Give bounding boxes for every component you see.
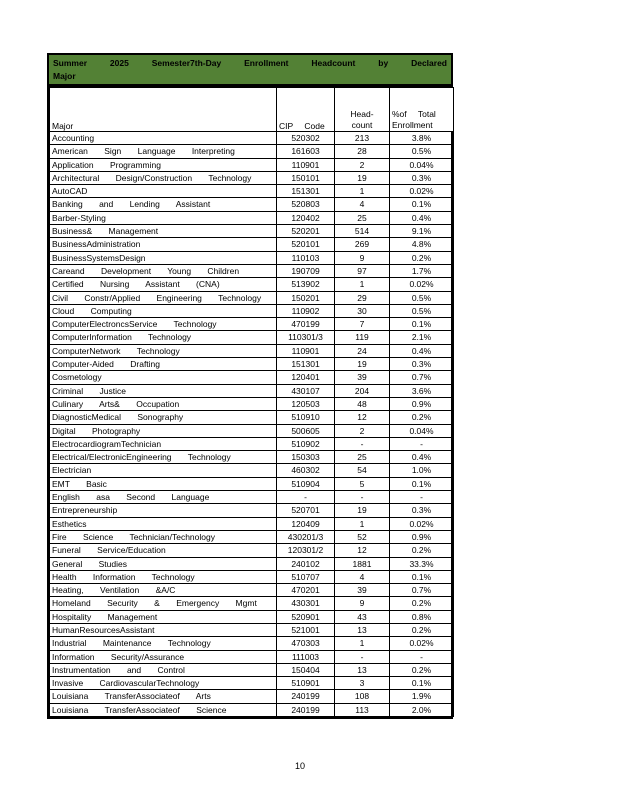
major-cell: Electrician — [50, 464, 277, 477]
report-title-line2: Major — [53, 70, 76, 81]
cip-code-cell: 460302 — [277, 464, 335, 477]
table-row — [50, 530, 454, 543]
headcount-cell: 1 — [335, 185, 390, 198]
cip-code-cell: 110301/3 — [277, 331, 335, 344]
pct-cell: 0.3% — [390, 358, 454, 371]
table-row — [50, 291, 454, 304]
table-row — [50, 517, 454, 530]
cip-code-cell: 470201 — [277, 584, 335, 597]
cip-code-cell: 510901 — [277, 677, 335, 690]
pct-cell: - — [390, 650, 454, 663]
headcount-cell: 24 — [335, 344, 390, 357]
pct-cell: 0.1% — [390, 198, 454, 211]
page-number: 10 — [294, 761, 305, 771]
table-row — [50, 677, 454, 690]
pct-cell: 2.1% — [390, 331, 454, 344]
cip-code-cell: 120409 — [277, 517, 335, 530]
cip-code-cell: 520901 — [277, 610, 335, 623]
table-row — [50, 437, 454, 450]
pct-cell: 3.8% — [390, 132, 454, 145]
pct-cell: 0.4% — [390, 451, 454, 464]
pct-cell: 0.04% — [390, 158, 454, 171]
pct-cell: 9.1% — [390, 225, 454, 238]
table-row — [50, 358, 454, 371]
table-row — [50, 557, 454, 570]
pct-cell: 0.5% — [390, 291, 454, 304]
pct-cell: 0.2% — [390, 663, 454, 676]
table-row — [50, 623, 454, 636]
headcount-cell: 9 — [335, 251, 390, 264]
headcount-cell: 25 — [335, 211, 390, 224]
table-row — [50, 264, 454, 277]
pct-cell: 0.5% — [390, 145, 454, 158]
cip-code-cell: 240199 — [277, 703, 335, 716]
table-row — [50, 198, 454, 211]
cip-code-cell: 510910 — [277, 411, 335, 424]
headcount-cell: - — [335, 650, 390, 663]
headcount-cell: - — [335, 491, 390, 504]
table-row — [50, 610, 454, 623]
headcount-cell: 43 — [335, 610, 390, 623]
headcount-cell: 19 — [335, 504, 390, 517]
pct-cell: 0.2% — [390, 544, 454, 557]
major-cell: Business& Management — [50, 225, 277, 238]
headcount-cell: 5 — [335, 477, 390, 490]
table-header — [50, 88, 454, 132]
cip-code-cell: - — [277, 491, 335, 504]
cip-code-cell: 110901 — [277, 158, 335, 171]
table-row — [50, 225, 454, 238]
pct-cell: 0.02% — [390, 517, 454, 530]
cip-code-cell: 240102 — [277, 557, 335, 570]
major-cell: Funeral Service/Education — [50, 544, 277, 557]
pct-cell: 4.8% — [390, 238, 454, 251]
pct-cell: 3.6% — [390, 384, 454, 397]
headcount-cell: 13 — [335, 623, 390, 636]
table-row — [50, 650, 454, 663]
table-row — [50, 464, 454, 477]
table-row — [50, 584, 454, 597]
cip-code-cell: 150101 — [277, 171, 335, 184]
header-pct-line2: Enrollment — [392, 120, 433, 130]
pct-cell: 0.1% — [390, 318, 454, 331]
major-cell: Architectural Design/Construction Technology — [50, 171, 277, 184]
major-cell: Industrial Maintenance Technology — [50, 637, 277, 650]
pct-cell: 33.3% — [390, 557, 454, 570]
cip-code-cell: 520803 — [277, 198, 335, 211]
cip-code-cell: 430107 — [277, 384, 335, 397]
major-cell: BusinessAdministration — [50, 238, 277, 251]
table-row — [50, 597, 454, 610]
pct-cell: 0.1% — [390, 677, 454, 690]
cip-code-cell: 110901 — [277, 344, 335, 357]
major-cell: Accounting — [50, 132, 277, 145]
major-cell: English asa Second Language — [50, 491, 277, 504]
report-title-banner — [49, 55, 451, 87]
major-cell: Cloud Computing — [50, 304, 277, 317]
major-cell: American Sign Language Interpreting — [50, 145, 277, 158]
major-cell: HumanResourcesAssistant — [50, 623, 277, 636]
headcount-cell: 2 — [335, 424, 390, 437]
major-cell: DiagnosticMedical Sonography — [50, 411, 277, 424]
pct-cell: - — [390, 491, 454, 504]
header-headcount — [335, 88, 390, 132]
headcount-cell: 269 — [335, 238, 390, 251]
headcount-cell: 19 — [335, 171, 390, 184]
cip-code-cell: 111003 — [277, 650, 335, 663]
cip-code-cell: 110103 — [277, 251, 335, 264]
pct-cell: 0.3% — [390, 504, 454, 517]
cip-code-cell: 240199 — [277, 690, 335, 703]
table-row — [50, 504, 454, 517]
major-cell: ComputerNetwork Technology — [50, 344, 277, 357]
enrollment-report — [47, 53, 453, 719]
pct-cell: 0.02% — [390, 637, 454, 650]
major-cell: Criminal Justice — [50, 384, 277, 397]
headcount-cell: 2 — [335, 158, 390, 171]
cip-code-cell: 161603 — [277, 145, 335, 158]
table-row — [50, 145, 454, 158]
major-cell: Louisiana TransferAssociateof Arts — [50, 690, 277, 703]
pct-cell: - — [390, 437, 454, 450]
table-row — [50, 331, 454, 344]
headcount-cell: 28 — [335, 145, 390, 158]
major-cell: Certified Nursing Assistant (CNA) — [50, 278, 277, 291]
headcount-cell: 9 — [335, 597, 390, 610]
table-row — [50, 132, 454, 145]
headcount-cell: 108 — [335, 690, 390, 703]
table-row — [50, 278, 454, 291]
table-row — [50, 411, 454, 424]
table-body — [50, 132, 454, 717]
headcount-cell: 29 — [335, 291, 390, 304]
table-row — [50, 397, 454, 410]
pct-cell: 0.1% — [390, 477, 454, 490]
cip-code-cell: 190709 — [277, 264, 335, 277]
header-pct-line1: %of Total — [392, 109, 436, 119]
cip-code-cell: 151301 — [277, 185, 335, 198]
cip-code-cell: 150201 — [277, 291, 335, 304]
major-cell: BusinessSystemsDesign — [50, 251, 277, 264]
major-cell: Fire Science Technician/Technology — [50, 530, 277, 543]
headcount-cell: 3 — [335, 677, 390, 690]
pct-cell: 0.9% — [390, 397, 454, 410]
major-cell: ElectrocardiogramTechnician — [50, 437, 277, 450]
major-cell: General Studies — [50, 557, 277, 570]
cip-code-cell: 151301 — [277, 358, 335, 371]
table-row — [50, 544, 454, 557]
pct-cell: 1.9% — [390, 690, 454, 703]
headcount-cell: 97 — [335, 264, 390, 277]
table-row — [50, 570, 454, 583]
major-cell: Homeland Security & Emergency Mgmt — [50, 597, 277, 610]
cip-code-cell: 120503 — [277, 397, 335, 410]
cip-code-cell: 430301 — [277, 597, 335, 610]
enrollment-table — [49, 87, 454, 717]
pct-cell: 0.9% — [390, 530, 454, 543]
headcount-cell: 30 — [335, 304, 390, 317]
cip-code-cell: 470199 — [277, 318, 335, 331]
major-cell: Heating, Ventilation &A/C — [50, 584, 277, 597]
header-cip-code: CIP Code — [277, 88, 335, 132]
cip-code-cell: 510902 — [277, 437, 335, 450]
cip-code-cell: 510707 — [277, 570, 335, 583]
pct-cell: 0.2% — [390, 251, 454, 264]
table-row — [50, 384, 454, 397]
major-cell: Esthetics — [50, 517, 277, 530]
headcount-cell: 52 — [335, 530, 390, 543]
headcount-cell: 4 — [335, 198, 390, 211]
major-cell: Digital Photography — [50, 424, 277, 437]
cip-code-cell: 430201/3 — [277, 530, 335, 543]
major-cell: Civil Constr/Applied Engineering Technology — [50, 291, 277, 304]
table-row — [50, 451, 454, 464]
headcount-cell: 1 — [335, 637, 390, 650]
cip-code-cell: 500605 — [277, 424, 335, 437]
cip-code-cell: 520701 — [277, 504, 335, 517]
pct-cell: 0.5% — [390, 304, 454, 317]
major-cell: Barber-Styling — [50, 211, 277, 224]
pct-cell: 0.02% — [390, 185, 454, 198]
major-cell: Health Information Technology — [50, 570, 277, 583]
headcount-cell: 7 — [335, 318, 390, 331]
table-row — [50, 703, 454, 716]
headcount-cell: 39 — [335, 584, 390, 597]
pct-cell: 0.2% — [390, 597, 454, 610]
pct-cell: 0.02% — [390, 278, 454, 291]
cip-code-cell: 521001 — [277, 623, 335, 636]
report-title-line1: Summer 2025 Semester7th-Day Enrollment Headcount by Declared — [53, 58, 447, 68]
headcount-cell: 54 — [335, 464, 390, 477]
header-major: Major — [50, 88, 277, 132]
pct-cell: 0.2% — [390, 411, 454, 424]
major-cell: Instrumentation and Control — [50, 663, 277, 676]
major-cell: Computer-Aided Drafting — [50, 358, 277, 371]
cip-code-cell: 120301/2 — [277, 544, 335, 557]
headcount-cell: 119 — [335, 331, 390, 344]
cip-code-cell: 510904 — [277, 477, 335, 490]
header-headcount-line1: Head- — [350, 109, 374, 119]
pct-cell: 0.2% — [390, 623, 454, 636]
pct-cell: 2.0% — [390, 703, 454, 716]
table-row — [50, 344, 454, 357]
table-row — [50, 158, 454, 171]
major-cell: Culinary Arts& Occupation — [50, 397, 277, 410]
major-cell: ComputerElectroncsService Technology — [50, 318, 277, 331]
major-cell: Louisiana TransferAssociateof Science — [50, 703, 277, 716]
major-cell: EMT Basic — [50, 477, 277, 490]
major-cell: Hospitality Management — [50, 610, 277, 623]
table-row — [50, 304, 454, 317]
table-row — [50, 251, 454, 264]
cip-code-cell: 520302 — [277, 132, 335, 145]
major-cell: Invasive CardiovascularTechnology — [50, 677, 277, 690]
pct-cell: 0.3% — [390, 171, 454, 184]
headcount-cell: 4 — [335, 570, 390, 583]
headcount-cell: 213 — [335, 132, 390, 145]
pct-cell: 0.8% — [390, 610, 454, 623]
table-row — [50, 371, 454, 384]
pct-cell: 0.4% — [390, 344, 454, 357]
cip-code-cell: 120402 — [277, 211, 335, 224]
pct-cell: 1.7% — [390, 264, 454, 277]
headcount-cell: 1881 — [335, 557, 390, 570]
cip-code-cell: 470303 — [277, 637, 335, 650]
headcount-cell: 39 — [335, 371, 390, 384]
cip-code-cell: 520101 — [277, 238, 335, 251]
table-row — [50, 171, 454, 184]
table-row — [50, 238, 454, 251]
major-cell: Entrepreneurship — [50, 504, 277, 517]
cip-code-cell: 150303 — [277, 451, 335, 464]
table-row — [50, 185, 454, 198]
pct-cell: 0.7% — [390, 371, 454, 384]
table-row — [50, 318, 454, 331]
headcount-cell: 13 — [335, 663, 390, 676]
headcount-cell: 514 — [335, 225, 390, 238]
table-row — [50, 424, 454, 437]
pct-cell: 0.7% — [390, 584, 454, 597]
cip-code-cell: 513902 — [277, 278, 335, 291]
major-cell: Cosmetology — [50, 371, 277, 384]
headcount-cell: 1 — [335, 517, 390, 530]
table-row — [50, 477, 454, 490]
headcount-cell: 1 — [335, 278, 390, 291]
major-cell: Electrical/ElectronicEngineering Technology — [50, 451, 277, 464]
headcount-cell: - — [335, 437, 390, 450]
headcount-cell: 204 — [335, 384, 390, 397]
table-row — [50, 690, 454, 703]
pct-cell: 0.4% — [390, 211, 454, 224]
major-cell: AutoCAD — [50, 185, 277, 198]
header-pct-total — [390, 88, 454, 132]
major-cell: Information Security/Assurance — [50, 650, 277, 663]
table-row — [50, 637, 454, 650]
headcount-cell: 48 — [335, 397, 390, 410]
major-cell: Careand Development Young Children — [50, 264, 277, 277]
headcount-cell: 113 — [335, 703, 390, 716]
cip-code-cell: 520201 — [277, 225, 335, 238]
headcount-cell: 12 — [335, 544, 390, 557]
cip-code-cell: 120401 — [277, 371, 335, 384]
cip-code-cell: 110902 — [277, 304, 335, 317]
headcount-cell: 12 — [335, 411, 390, 424]
pct-cell: 1.0% — [390, 464, 454, 477]
table-row — [50, 491, 454, 504]
major-cell: ComputerInformation Technology — [50, 331, 277, 344]
pct-cell: 0.1% — [390, 570, 454, 583]
major-cell: Application Programming — [50, 158, 277, 171]
headcount-cell: 19 — [335, 358, 390, 371]
header-headcount-line2: count — [351, 120, 373, 130]
pct-cell: 0.04% — [390, 424, 454, 437]
cip-code-cell: 150404 — [277, 663, 335, 676]
header-row — [50, 88, 454, 132]
table-row — [50, 663, 454, 676]
headcount-cell: 25 — [335, 451, 390, 464]
table-row — [50, 211, 454, 224]
major-cell: Banking and Lending Assistant — [50, 198, 277, 211]
